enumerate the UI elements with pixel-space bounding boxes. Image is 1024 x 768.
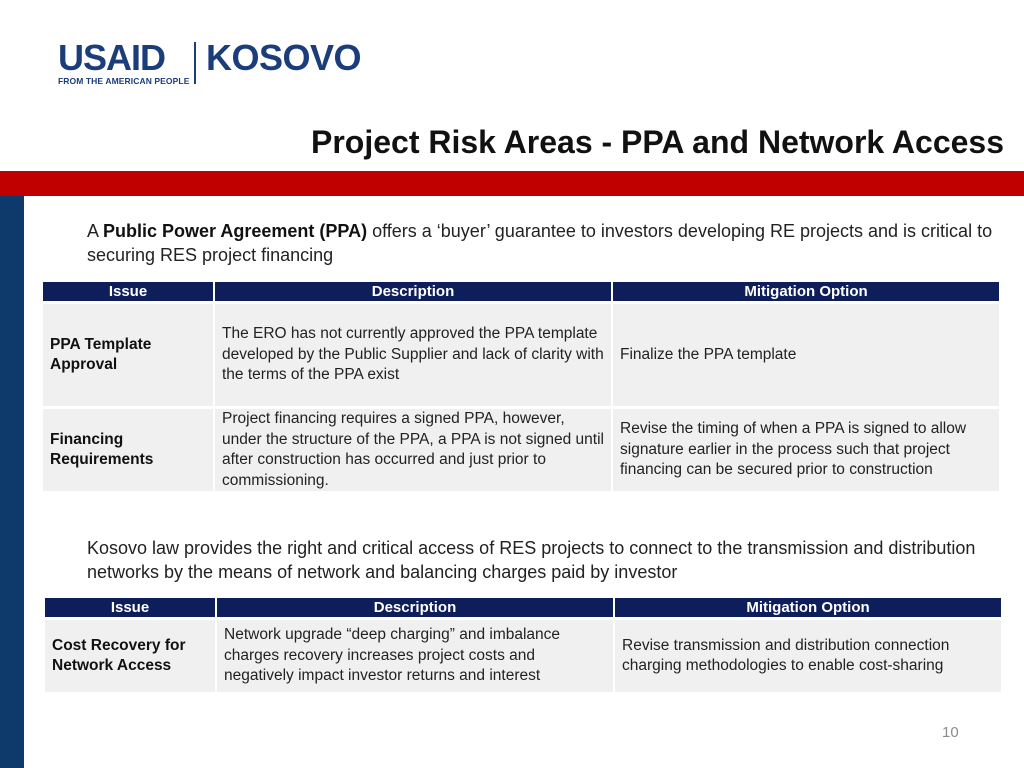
page-number: 10 — [942, 724, 959, 741]
table-row — [45, 620, 1001, 692]
ppa-risk-table — [41, 282, 1001, 491]
table-row — [43, 409, 999, 491]
row-issue: Cost Recovery for Network Access — [45, 620, 215, 692]
left-accent-bar — [0, 196, 24, 768]
row-issue: Financing Requirements — [43, 409, 213, 491]
row-description: Project financing requires a signed PPA, however, under the structure of the PPA, a PPA is not signed until after construction has occurred and just prior to commissioning. — [215, 409, 611, 491]
row-mitigation: Revise transmission and distribution connection charging methodologies to enable cost-sharing — [615, 620, 1001, 692]
header-issue: Issue — [45, 598, 215, 617]
intro1-prefix: A — [87, 221, 104, 241]
row-issue: PPA Template Approval — [43, 304, 213, 406]
header-mitigation: Mitigation Option — [613, 282, 999, 301]
row-mitigation: Revise the timing of when a PPA is signed to allow signature earlier in the process such that project financing can be secured prior to construction — [613, 409, 999, 491]
ppa-intro-paragraph — [87, 219, 997, 267]
header-mitigation: Mitigation Option — [615, 598, 1001, 617]
header-issue: Issue — [43, 282, 213, 301]
logo-tagline: FROM THE AMERICAN PEOPLE — [58, 76, 190, 86]
header-description: Description — [215, 282, 611, 301]
intro1-suffix: offers a ‘buyer’ guarantee to investors developing RE projects and is critical to securing RES project financing — [87, 221, 993, 265]
network-access-paragraph: Kosovo law provides the right and critical access of RES projects to connect to the transmission and distribution networks by the means of network and balancing charges paid by investor — [87, 538, 976, 582]
slide-title: Project Risk Areas - PPA and Network Access — [310, 124, 1004, 160]
row-description: The ERO has not currently approved the PPA template developed by the Public Supplier and lack of clarity with the terms of the PPA exist — [215, 304, 611, 406]
logo-usaid-text: USAID — [58, 37, 166, 78]
network-risk-table — [43, 598, 1003, 692]
title-red-band — [0, 171, 1024, 196]
row-description: Network upgrade “deep charging” and imbalance charges recovery increases project costs and negatively impact investor returns and interest — [217, 620, 613, 692]
logo-divider — [194, 42, 196, 84]
header-description: Description — [217, 598, 613, 617]
intro1-bold-term: Public Power Agreement (PPA) — [103, 221, 368, 241]
table-header-row — [45, 598, 1001, 617]
table-row — [43, 304, 999, 406]
table-header-row — [43, 282, 999, 301]
logo-kosovo-text: KOSOVO — [206, 37, 362, 78]
row-mitigation: Finalize the PPA template — [613, 304, 999, 406]
